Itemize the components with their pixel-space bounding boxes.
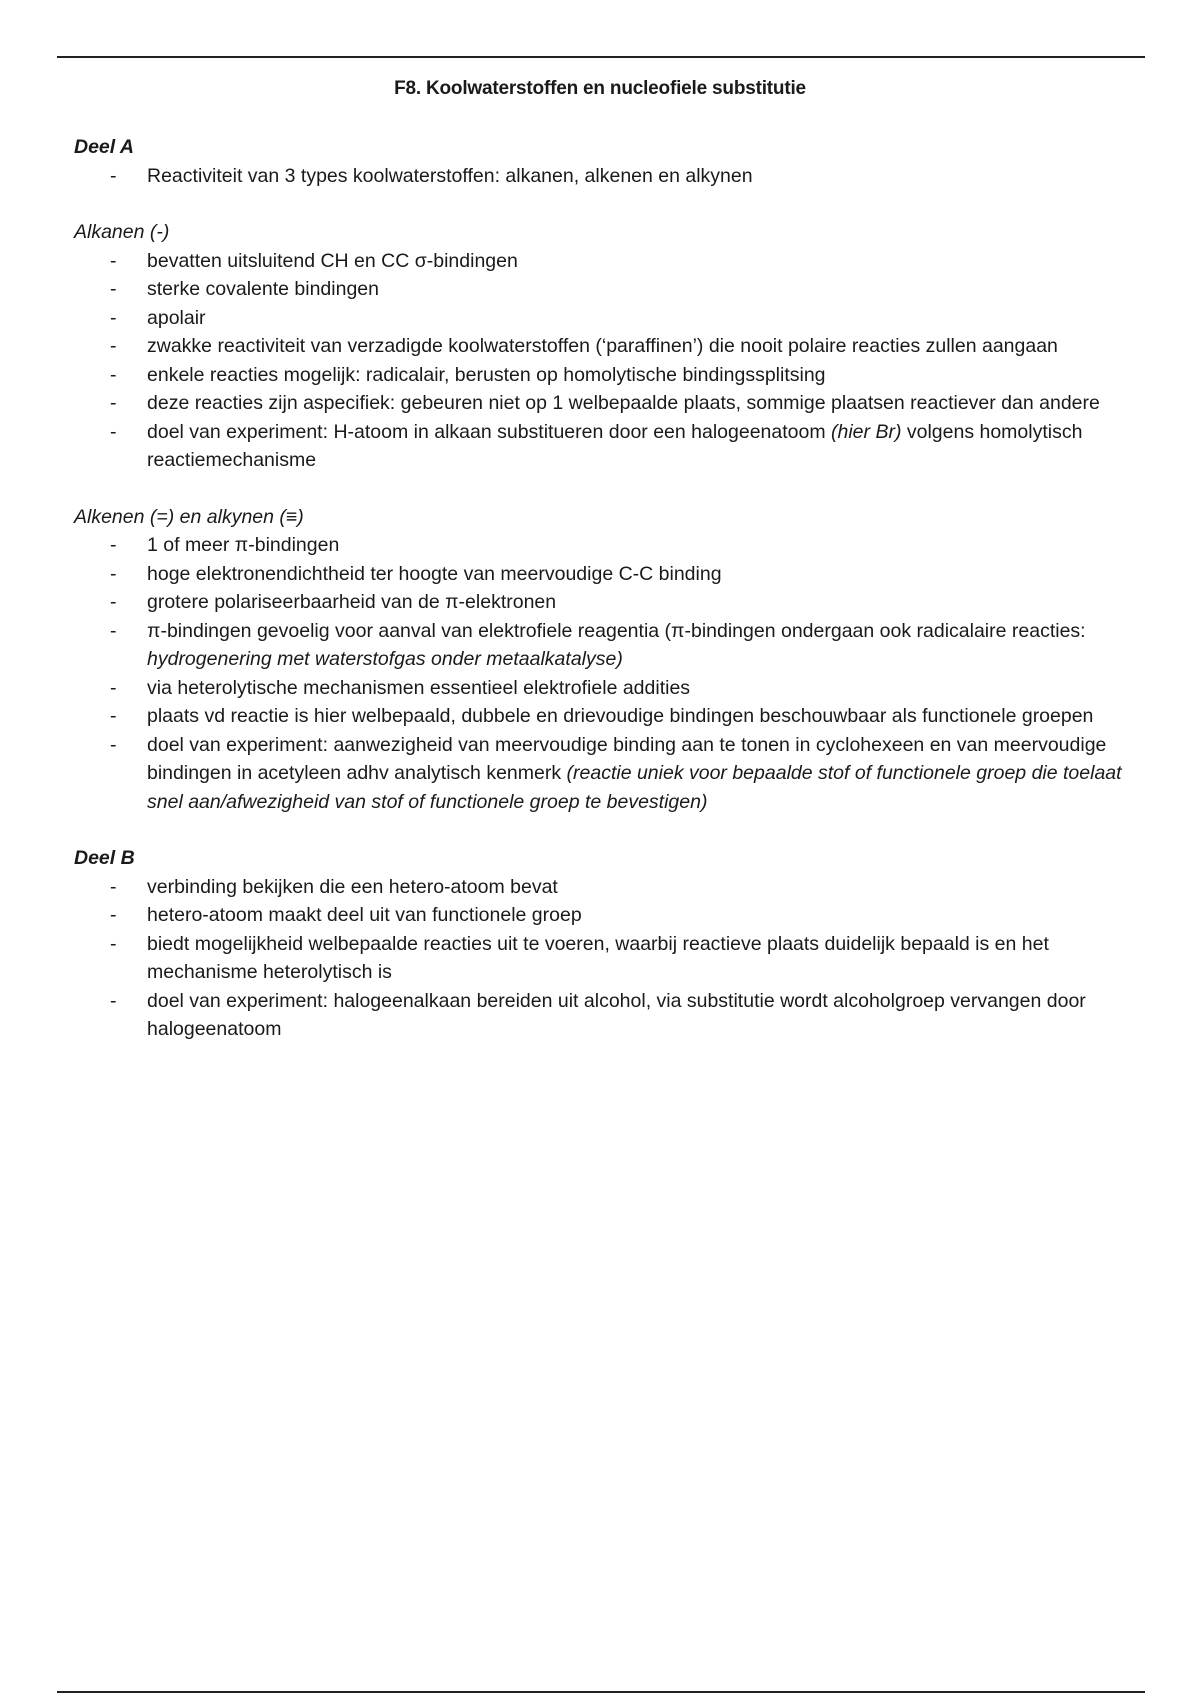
list-item	[74, 617, 1134, 674]
top-rule	[57, 56, 1145, 58]
doel-text: doel van experiment: H-atoom in alkaan substitueren door een halogeenatoom	[147, 420, 832, 443]
alkenen-list	[74, 531, 1134, 816]
list-item	[74, 418, 1134, 475]
pi-italic: hydrogenering met waterstofgas onder metaalkatalyse)	[147, 648, 623, 670]
doel-text: doel van experiment: aanwezigheid van meervoudige binding aan te tonen in cyclohexeen en van meervoudige bindingen in acetyleen adhv analytisch kenmerk	[147, 733, 1107, 784]
doel-text-end: volgens homolytisch reactiemechanisme	[147, 420, 1083, 471]
deel-a-list	[74, 162, 1134, 191]
list-item: - verbinding bekijken die een hetero-atoom bevat	[74, 873, 1134, 902]
list-item: - enkele reacties mogelijk: radicalair, berusten op homolytische bindingssplitsing	[74, 361, 1134, 390]
list-item: - grotere polariseerbaarheid van de π-elektronen	[74, 588, 1134, 617]
document-title: F8. Koolwaterstoffen en nucleofiele substitutie	[394, 78, 806, 99]
list-item: - 1 of meer π-bindingen	[74, 531, 1134, 560]
alkenen-heading: Alkenen (=) en alkynen (≡)	[74, 505, 304, 528]
list-item: - doel van experiment: halogeenalkaan bereiden uit alcohol, via substitutie wordt alcoholgroep vervangen door halogeenatoom	[74, 987, 1134, 1044]
alkanen-heading: Alkanen (-)	[74, 221, 170, 243]
list-item: - sterke covalente bindingen	[74, 275, 1134, 304]
pi-text: π-bindingen gevoelig voor aanval van elektrofiele reagentia (π-bindingen ondergaan ook radicalaire reacties:	[147, 619, 1086, 642]
list-item: - Reactiviteit van 3 types koolwaterstoffen: alkanen, alkenen en alkynen	[74, 162, 1134, 191]
alkanen-list	[74, 247, 1134, 475]
deel-b-heading: Deel B	[74, 847, 135, 869]
list-item: - biedt mogelijkheid welbepaalde reacties uit te voeren, waarbij reactieve plaats duidelijk bepaald is en het mechanisme heterolytisch is	[74, 930, 1134, 987]
doel-italic: (reactie uniek voor bepaalde stof of functionele groep die toelaat snel aan/afwezigheid van stof of functionele groep te bevestigen)	[147, 762, 1122, 813]
doel-italic: (hier Br)	[831, 420, 902, 443]
list-item: - via heterolytische mechanismen essentieel elektrofiele addities	[74, 674, 1134, 703]
list-item: - hoge elektronendichtheid ter hoogte van meervoudige C-C binding	[74, 560, 1134, 589]
list-item: - apolair	[74, 304, 1134, 333]
list-item: - zwakke reactiviteit van verzadigde koolwaterstoffen (‘paraffinen’) die nooit polaire reacties zullen aangaan	[74, 332, 1134, 361]
list-item: - hetero-atoom maakt deel uit van functionele groep	[74, 901, 1134, 930]
deel-a-heading: Deel A	[74, 136, 134, 158]
bottom-rule	[57, 1691, 1145, 1693]
list-item	[74, 731, 1134, 817]
document-body	[74, 133, 1134, 1044]
deel-b-list	[74, 873, 1134, 1044]
list-item: - plaats vd reactie is hier welbepaald, dubbele en drievoudige bindingen beschouwbaar als functionele groepen	[74, 702, 1134, 731]
list-item: - bevatten uitsluitend CH en CC σ-bindingen	[74, 247, 1134, 276]
list-item: - deze reacties zijn aspecifiek: gebeuren niet op 1 welbepaalde plaats, sommige plaatsen reactiever dan andere	[74, 389, 1134, 418]
